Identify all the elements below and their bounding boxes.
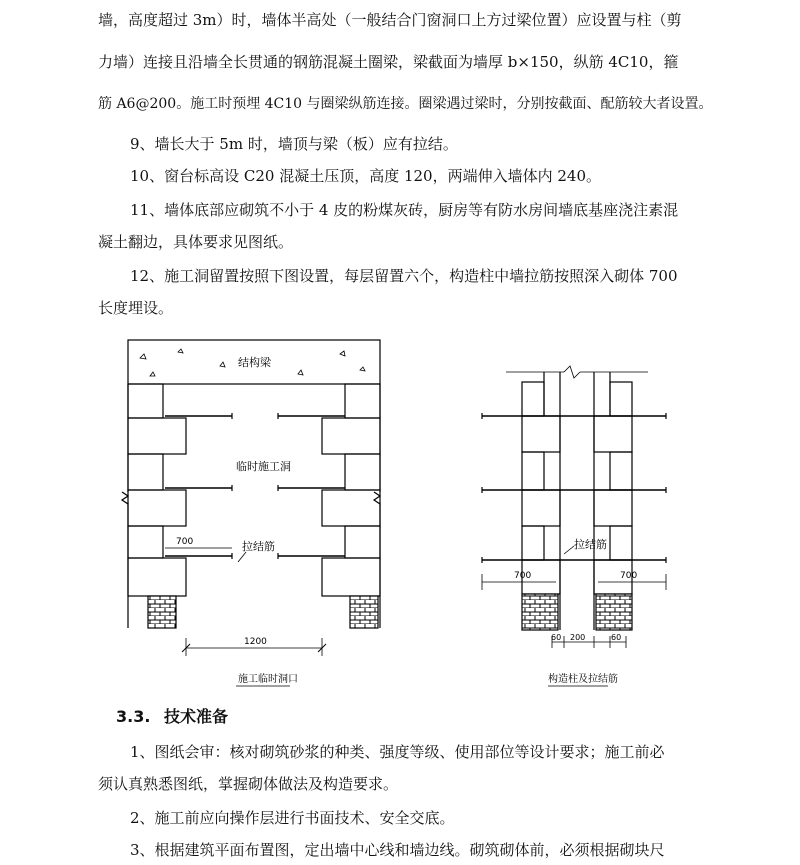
- construction-figures: [0, 320, 800, 700]
- section-heading: [116, 704, 228, 727]
- temporary-hole-figure: [122, 340, 380, 686]
- paragraph-line: 3、根据建筑平面布置图，定出墙中心线和墙边线。砌筑砌体前，必须根据砌块尺: [130, 841, 665, 859]
- paragraph-line: 10、窗台标高设 C20 混凝土压顶，高度 120，两端伸入墙体内 240。: [130, 167, 601, 185]
- section-title: 技术准备: [164, 707, 229, 726]
- dim-60-right: 60: [611, 633, 622, 642]
- paragraph-line: 须认真熟悉图纸，掌握砌体做法及构造要求。: [98, 775, 399, 793]
- dim-700-left: 700: [514, 571, 532, 581]
- brick-base-left: [148, 596, 176, 628]
- tie-label: 拉结筋: [574, 538, 607, 551]
- paragraph-line: 凝土翻边，具体要求见图纸。: [98, 233, 294, 251]
- paragraph-line: 力墙）连接且沿墙全长贯通的钢筋混凝土圈梁，梁截面为墙厚 b×150，纵筋 4C10，箍: [98, 53, 679, 71]
- paragraph-line: 9、墙长大于 5m 时，墙顶与梁（板）应有拉结。: [130, 135, 458, 153]
- dim-60-left: 60: [551, 633, 562, 642]
- beam-label: 结构梁: [238, 356, 271, 369]
- paragraph-line: 墙，高度超过 3m）时，墙体半高处（一般结合门窗洞口上方过梁位置）应设置与柱（剪: [98, 11, 682, 29]
- paragraph-line: 2、施工前应向操作层进行书面技术、安全交底。: [130, 809, 455, 827]
- hole-label: 临时施工洞: [236, 460, 291, 473]
- paragraph-line: 长度埋设。: [98, 299, 174, 317]
- paragraph-line: 12、施工洞留置按照下图设置，每层留置六个，构造柱中墙拉筋按照深入砌体 700: [130, 267, 678, 285]
- brick-base-right: [350, 596, 378, 628]
- brick-base-right: [596, 594, 632, 630]
- paragraph-line: 1、图纸会审：核对砌筑砂浆的种类、强度等级、使用部位等设计要求；施工前必: [130, 743, 665, 761]
- paragraph-line: 11、墙体底部应砌筑不小于 4 皮的粉煤灰砖，厨房等有防水房间墙底基座浇注素混: [130, 201, 679, 219]
- dim-700: 700: [176, 537, 194, 547]
- brick-base-left: [522, 594, 558, 630]
- dim-200: 200: [570, 633, 586, 642]
- figure-caption-right: 构造柱及拉结筋: [548, 674, 618, 685]
- dim-700-right: 700: [620, 571, 638, 581]
- paragraph-line: 筋 A6@200。施工时预埋 4C10 与圈梁纵筋连接。圈梁遇过梁时，分别按截面、配筋较大者设置。: [98, 96, 713, 112]
- tie-label: 拉结筋: [242, 540, 275, 553]
- dim-1200: 1200: [244, 637, 267, 647]
- figure-caption-left: 施工临时洞口: [238, 674, 298, 685]
- section-number: 3.3.: [116, 707, 151, 726]
